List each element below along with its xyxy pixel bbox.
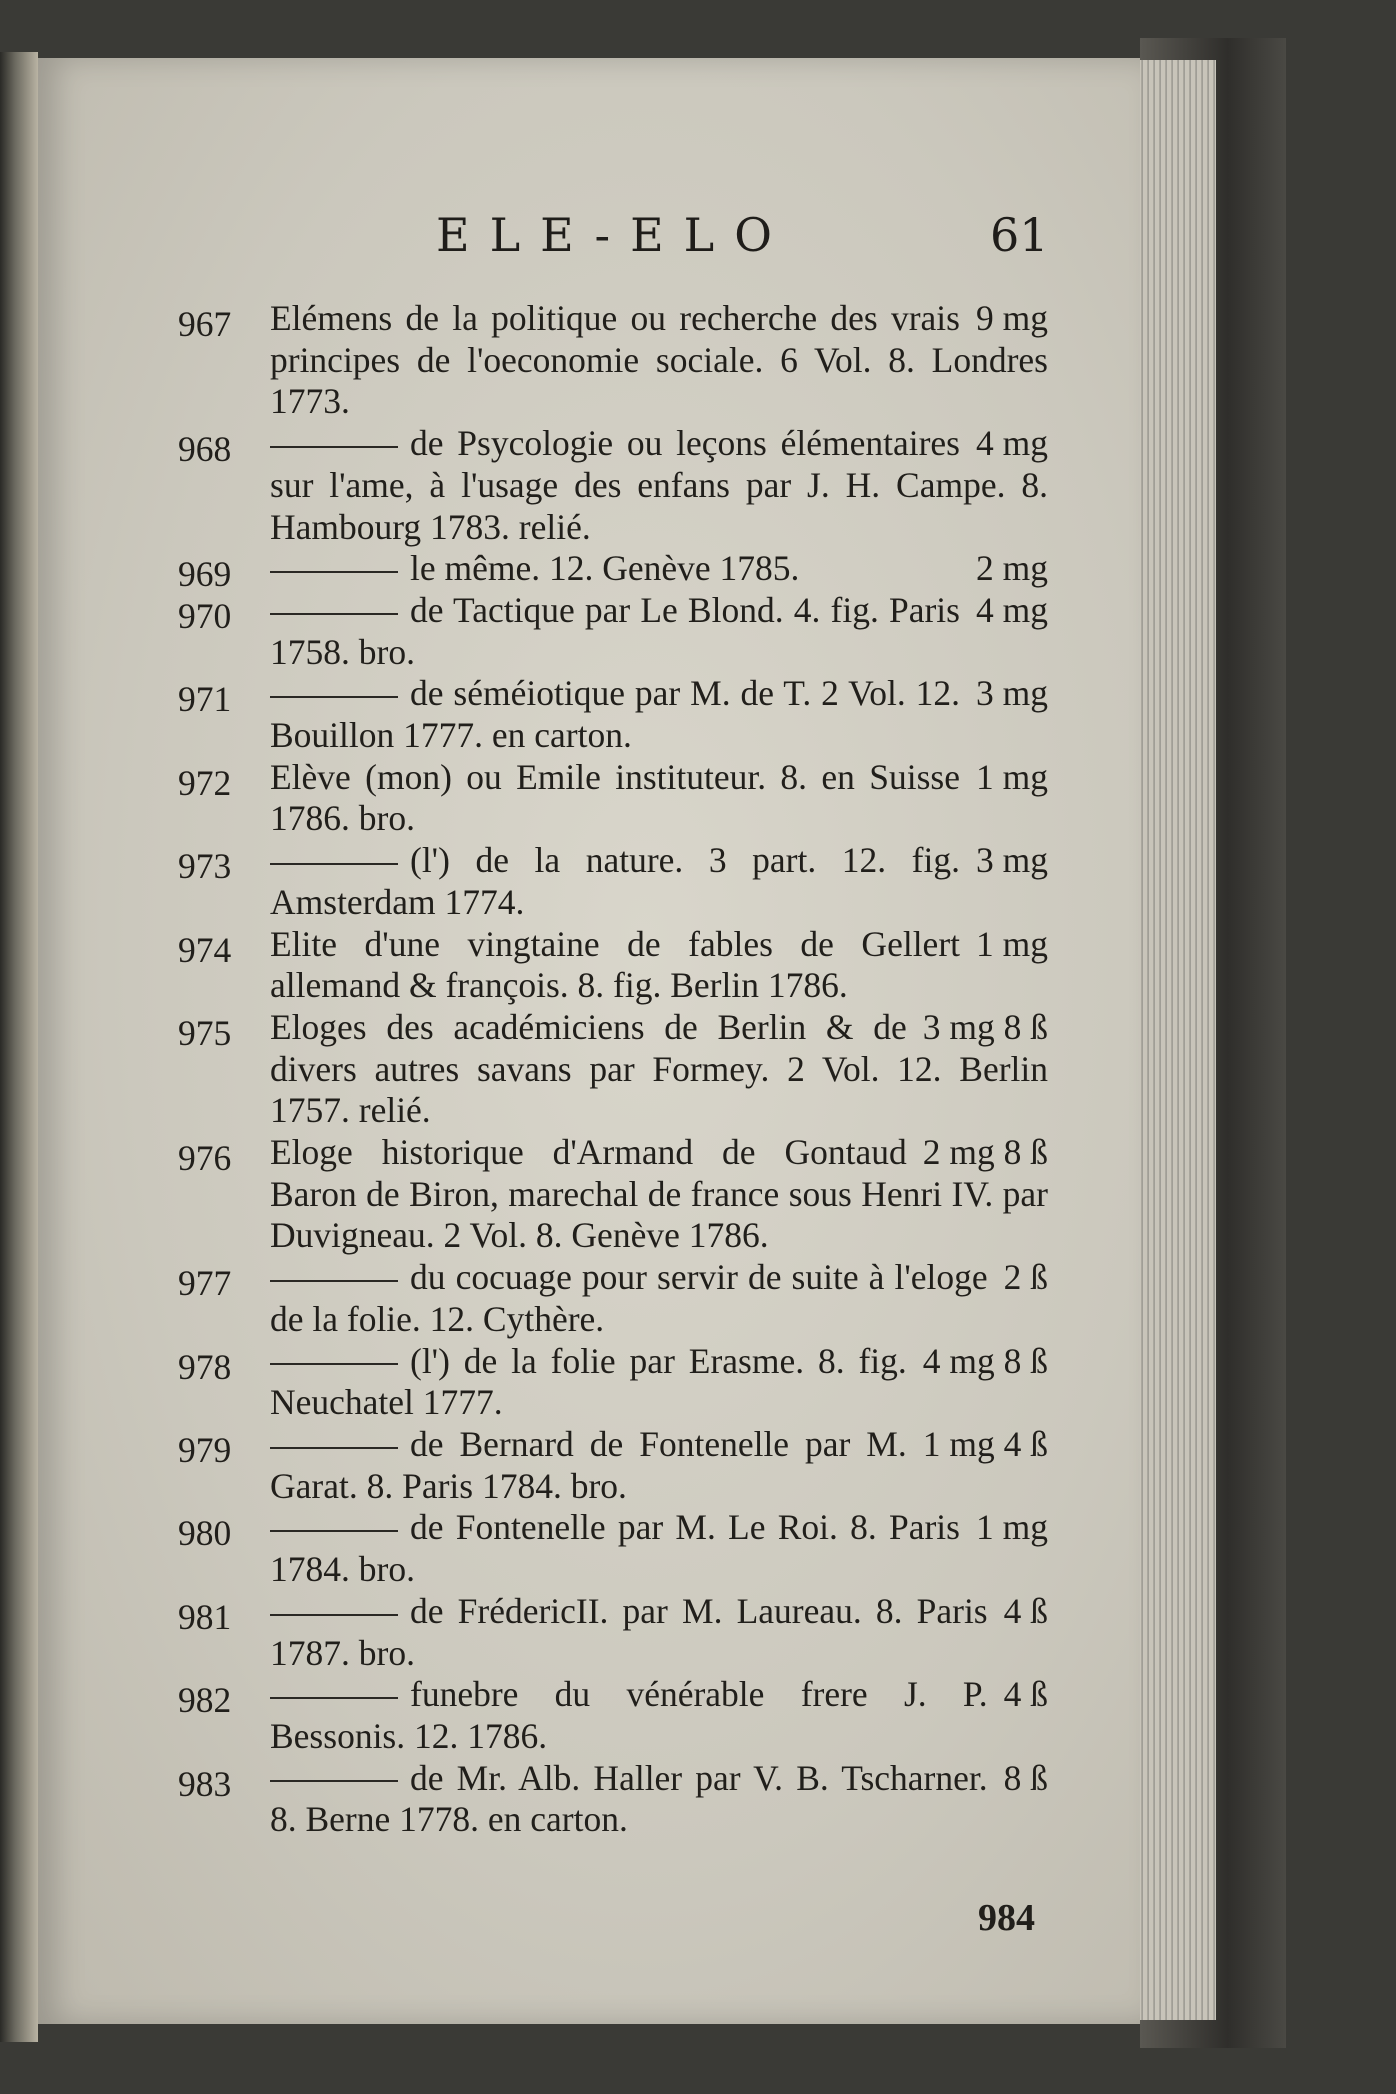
ditto-dash [270,1280,398,1282]
entry-price: 2 mg [976,548,1048,589]
catalogue-entry [178,1007,1048,1132]
catalogue-entries [178,298,1048,1841]
entry-text: funebre du vénérable frere J. P. Bessonis. 12. 1786. [270,1674,988,1756]
page-stack-edge [1138,60,1216,2020]
entry-number: 977 [178,1263,232,1304]
ditto-dash [270,863,398,865]
entry-number: 978 [178,1346,232,1387]
catalogue-entry [178,1507,1048,1590]
entry-text: Elève (mon) ou Emile instituteur. 8. en Suisse 1786. bro. [270,756,960,839]
entry-number: 983 [178,1763,232,1804]
catalogue-entry [178,840,1048,923]
entry-price: 2 mg 8 ß [922,1132,1048,1173]
catalogue-entry [178,548,1048,595]
entry-price: 3 mg [976,673,1048,714]
entry-price: 4 mg [976,589,1048,630]
entry-number: 968 [178,429,232,470]
ditto-dash [270,696,398,698]
ditto-dash [270,571,398,573]
entry-text: Eloge historique d'Armand de Gontaud Baron de Biron, marechal de france sous Henri IV. par Duvigneau. 2 Vol. 8. Genève 1786. [270,1132,1048,1256]
entry-text: de Tactique par Le Blond. 4. fig. Paris 1758. bro. [270,589,960,672]
entry-text: de Mr. Alb. Haller par V. B. Tscharner. 8. Berne 1778. en carton. [270,1757,988,1840]
entry-number: 980 [178,1513,232,1554]
entry-number: 971 [178,679,232,720]
entry-number: 970 [178,595,232,636]
catalogue-entry [178,673,1048,756]
entry-number: 973 [178,846,232,887]
entry-price: 3 mg 8 ß [922,1006,1048,1047]
entry-number: 974 [178,929,232,970]
ditto-dash [270,1363,398,1365]
catalogue-entry [178,298,1048,423]
left-page-edge [0,52,38,2042]
entry-price: 1 mg 4 ß [922,1423,1048,1464]
book-page [38,58,1140,2024]
entry-text: du cocuage pour servir de suite à l'eloge de la folie. 12. Cythère. [270,1257,988,1339]
catchword: 984 [978,1897,1035,1939]
catalogue-entry [178,1674,1048,1757]
entry-number: 969 [178,554,232,595]
entry-text: de Psycologie ou leçons élémentaires sur l'ame, à l'usage des enfans par J. H. Campe. 8. Hambourg 1783. relié. [270,423,1048,547]
entry-text: Eloges des académiciens de Berlin & de divers autres savans par Formey. 2 Vol. 12. Berlin 1757. relié. [270,1006,1048,1131]
ditto-dash [270,1614,398,1616]
entry-price: 4 mg [976,423,1048,464]
catalogue-entry [178,1132,1048,1257]
entry-text: de FrédericII. par M. Laureau. 8. Paris 1787. bro. [270,1590,988,1673]
entry-text: (l') de la folie par Erasme. 8. fig. Neuchatel 1777. [270,1340,907,1423]
entry-text: (l') de la nature. 3 part. 12. fig. Amsterdam 1774. [270,840,960,922]
catalogue-entry [178,1424,1048,1507]
entry-price: 8 ß [1003,1757,1048,1798]
entry-number: 981 [178,1596,232,1637]
entry-price: 4 ß [1003,1674,1048,1715]
ditto-dash [270,1530,398,1532]
catalogue-entry [178,423,1048,548]
entry-number: 972 [178,762,232,803]
entry-price: 3 mg [976,840,1048,881]
entry-text: de séméiotique par M. de T. 2 Vol. 12. Bouillon 1777. en carton. [270,673,960,756]
catalogue-entry [178,1758,1048,1841]
entry-price: 9 mg [976,298,1048,338]
entry-text: le même. 12. Genève 1785. [410,548,800,589]
entry-price: 1 mg [976,923,1048,964]
entry-number: 967 [178,304,232,344]
entry-price: 1 mg [976,756,1048,797]
running-title: ELE-ELO [436,208,792,262]
catalogue-entry [178,1591,1048,1674]
catalogue-entry [178,1341,1048,1424]
entry-number: 975 [178,1012,232,1053]
entry-text: Elite d'une vingtaine de fables de Gellert allemand & françois. 8. fig. Berlin 1786. [270,923,960,1006]
ditto-dash [270,446,398,448]
catalogue-entry [178,757,1048,840]
entry-price: 2 ß [1003,1257,1048,1298]
entry-price: 4 mg 8 ß [922,1340,1048,1381]
entry-number: 976 [178,1138,232,1179]
catalogue-entry [178,924,1048,1007]
entry-text: Elémens de la politique ou recherche des vrais principes de l'oeconomie sociale. 6 Vol. 8. Londres 1773. [270,298,1048,422]
ditto-dash [270,1447,398,1449]
ditto-dash [270,613,398,615]
catalogue-entry [178,1257,1048,1340]
catalogue-entry [178,590,1048,673]
page-number: 61 [990,208,1049,262]
ditto-dash [270,1780,398,1782]
ditto-dash [270,1697,398,1699]
entry-text: de Bernard de Fontenelle par M. Garat. 8. Paris 1784. bro. [270,1423,907,1506]
entry-price: 1 mg [976,1507,1048,1548]
entry-text: de Fontenelle par M. Le Roi. 8. Paris 1784. bro. [270,1507,960,1590]
entry-number: 982 [178,1680,232,1721]
entry-price: 4 ß [1003,1590,1048,1631]
entry-number: 979 [178,1429,232,1470]
